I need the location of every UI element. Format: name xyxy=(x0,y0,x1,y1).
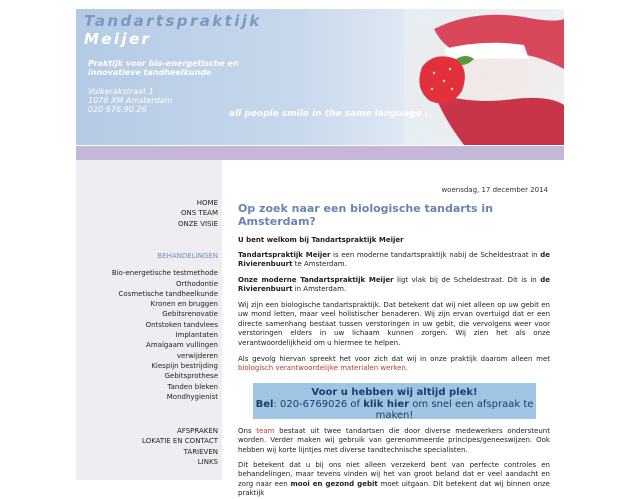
callout-text xyxy=(253,399,536,421)
page-heading: Op zoek naar een biologische tandarts in Amsterdam? xyxy=(238,202,493,228)
address-street: Volkerakstraat 1 xyxy=(88,87,154,96)
nav-treatment-item[interactable]: Tanden bleken xyxy=(167,382,218,391)
header-divider-bar xyxy=(76,145,564,160)
address-block xyxy=(88,87,172,114)
nav-treatment-item[interactable]: Implantaten xyxy=(175,331,218,340)
appointment-callout xyxy=(253,383,536,419)
intro-paragraph-4 xyxy=(238,355,550,374)
subtitle-line1: Praktijk voor bio-energetische en xyxy=(88,59,239,68)
p2-bold: Onze moderne Tandartspraktijk Meijer xyxy=(238,276,394,284)
site-subtitle xyxy=(88,59,239,77)
nav-treatment-item[interactable]: Mondhygienist xyxy=(166,392,218,401)
p1-end: te Amsterdam. xyxy=(292,260,347,269)
p5-text: bestaat uit twee tandartsen die door diverse medewerkers ondersteunt worden. Verder maken wij gebruik van gerenommeerde principes/geneeswijzen. Ook hebben wij korte lijntjes met diverse tandtechnische specialisten. xyxy=(238,427,550,454)
main-content xyxy=(222,160,564,498)
nav-treatment-item[interactable]: Gebitsrenovatie xyxy=(162,310,218,319)
nav-treatment-item[interactable]: Cosmetische tandheelkunde xyxy=(118,289,218,298)
sidebar xyxy=(76,160,222,480)
nav-treatment-item[interactable]: Ontstoken tandvlees xyxy=(145,320,218,329)
callout-phone: : 020-6769026 of xyxy=(273,399,364,410)
nav-treatment-item[interactable]: Gebitsprothese xyxy=(164,372,218,381)
p6-bold: mooi en gezond gebit xyxy=(290,479,378,488)
nav-lokatie-contact[interactable]: LOKATIE EN CONTACT xyxy=(142,437,218,446)
nav-treatment-item[interactable]: Kiespijn bestrijding xyxy=(151,361,218,370)
header-banner xyxy=(76,9,564,145)
callout-title: Voor u hebben wij altijd plek! xyxy=(311,387,478,398)
nav-ons-team[interactable]: ONS TEAM xyxy=(181,209,218,218)
slogan: all people smile in the same language . xyxy=(229,109,429,119)
site-title-line2: Meijer xyxy=(84,30,152,48)
intro-paragraph-3: Wij zijn een biologische tandartspraktijk. Dat betekent dat wij niet alleen op uw gebit en uw mond letten, maar veel holistischer benaderen. Wij zijn ervan overtuigd dat er een directe samenhang bestaat tussen verstoringen in uw gebit, die vervolgens weer voor verstoringen elders in uw lichaam kunnen zorgen. Wij zien het als onze verantwoordelijkheid om u hiermee te helpen. xyxy=(238,301,550,347)
p2-text: ligt vlak bij de Scheldestraat. Dit is in xyxy=(393,276,541,284)
p1-bold2: de Rivierenbuurt xyxy=(238,251,550,269)
p1-bold: Tandartspraktijk Meijer xyxy=(238,251,331,259)
materials-link[interactable]: biologisch verantwoordelijke materialen werken. xyxy=(238,364,409,373)
subtitle-line2: innovatieve tandheelkunde xyxy=(88,68,212,77)
nav-treatments-menu xyxy=(112,251,218,402)
nav-treatment-item[interactable]: verwijderen xyxy=(176,351,218,360)
nav-treatment-item[interactable]: Amalgaam vullingen xyxy=(146,341,218,350)
p1-text: is een moderne tandartspraktijk nabij de Scheldestraat in xyxy=(330,251,541,259)
callout-end: om snel een afspraak te maken! xyxy=(375,399,534,421)
nav-afspraken[interactable]: AFSPRAKEN xyxy=(177,427,218,435)
nav-section-behandelingen: BEHANDELINGEN xyxy=(157,252,218,260)
nav-treatment-item[interactable]: Kronen en bruggen xyxy=(150,300,218,309)
p6-text: Dit betekent dat u bij ons niet alleen verzekerd bent van perfecte controles en behandelingen, maar tevens vinden wij het van groot beland dat er veel aandacht en zorg naar een xyxy=(238,461,550,488)
nav-top-menu xyxy=(178,198,218,229)
lips-strawberry-image xyxy=(404,9,564,145)
nav-bottom-menu xyxy=(142,426,218,467)
p2-bold2: de Rivierenbuurt xyxy=(238,276,550,294)
nav-treatment-item[interactable]: Orthodontie xyxy=(175,279,218,288)
address-city: 1078 XM Amsterdam xyxy=(88,96,173,105)
page xyxy=(76,9,564,498)
site-title-line1: Tandartspraktijk xyxy=(84,12,262,30)
nav-onze-visie[interactable]: ONZE VISIE xyxy=(178,219,218,228)
p4-text: Als gevolg hiervan spreekt het voor zich dat wij in onze praktijk daarom alleen met xyxy=(238,355,550,363)
p2-end: in Amsterdam. xyxy=(292,285,347,294)
team-paragraph xyxy=(238,427,550,455)
nav-tarieven[interactable]: TARIEVEN xyxy=(183,447,218,456)
address-phone: 020 676.90.26 xyxy=(88,105,147,114)
intro-paragraph-1 xyxy=(238,251,550,270)
p6-end: moet uitgaan. Dit betekent dat wij binnen onze praktijk xyxy=(238,479,550,498)
care-paragraph xyxy=(238,461,550,499)
p5-pre: Ons xyxy=(238,427,257,435)
current-date: woensdag, 17 december 2014 xyxy=(441,186,548,194)
klik-hier-link[interactable]: klik hier xyxy=(363,399,410,410)
nav-home[interactable]: HOME xyxy=(196,199,218,207)
nav-links[interactable]: LINKS xyxy=(197,457,218,466)
callout-bel: Bel xyxy=(255,399,274,410)
nav-treatment-item[interactable]: Bio-energetische testmethode xyxy=(111,269,218,278)
team-link[interactable]: team xyxy=(256,427,275,435)
intro-paragraph-2 xyxy=(238,276,550,295)
welcome-text: U bent welkom bij Tandartspraktijk Meijer xyxy=(238,236,404,244)
